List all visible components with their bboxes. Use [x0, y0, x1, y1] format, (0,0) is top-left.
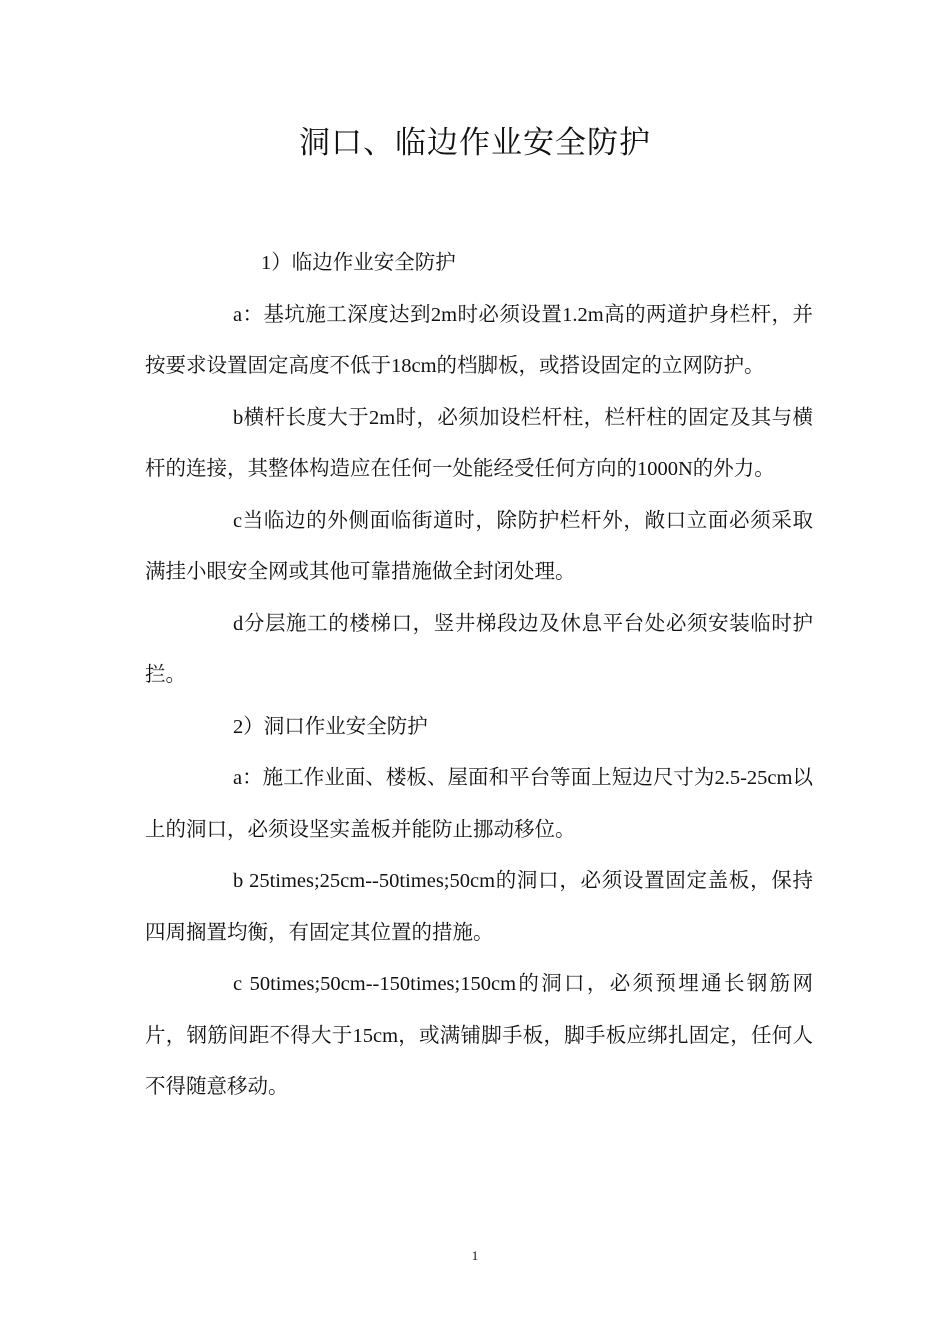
page-title: 洞口、临边作业安全防护	[299, 125, 651, 161]
paragraph-edge-c: c当临边的外侧面临街道时，除防护栏杆外，敞口立面必须采取满挂小眼安全网或其他可靠措施做全封闭处理。	[145, 509, 813, 583]
paragraph-opening-b: b 25times;25cm--50times;50cm的洞口，必须设置固定盖板，保持四周搁置均衡，有固定其位置的措施。	[145, 870, 813, 944]
paragraph-opening-c: c 50times;50cm--150times;150cm的洞口，必须预埋通长钢筋网片，钢筋间距不得大于15cm，或满铺脚手板，脚手板应绑扎固定，任何人不得随意移动。	[145, 973, 813, 1098]
page-number: 1	[471, 1248, 479, 1263]
section-heading-opening-protection: 2）洞口作业安全防护	[233, 715, 428, 738]
paragraph-edge-b: b横杆长度大于2m时，必须加设栏杆柱，栏杆柱的固定及其与横杆的连接，其整体构造应在任何一处能经受任何方向的1000N的外力。	[145, 406, 813, 480]
body-text	[145, 238, 813, 1114]
paragraph-opening-a: a：施工作业面、楼板、屋面和平台等面上短边尺寸为2.5-25cm以上的洞口，必须设坚实盖板并能防止挪动移位。	[145, 767, 813, 841]
paragraph-edge-d: d分层施工的楼梯口，竖井梯段边及休息平台处必须安装临时护拦。	[145, 612, 813, 686]
paragraph-edge-a: a：基坑施工深度达到2m时必须设置1.2m高的两道护身栏杆，并按要求设置固定高度不低于18cm的档脚板，或搭设固定的立网防护。	[145, 303, 813, 377]
section-heading-edge-protection: 1）临边作业安全防护	[261, 252, 456, 274]
